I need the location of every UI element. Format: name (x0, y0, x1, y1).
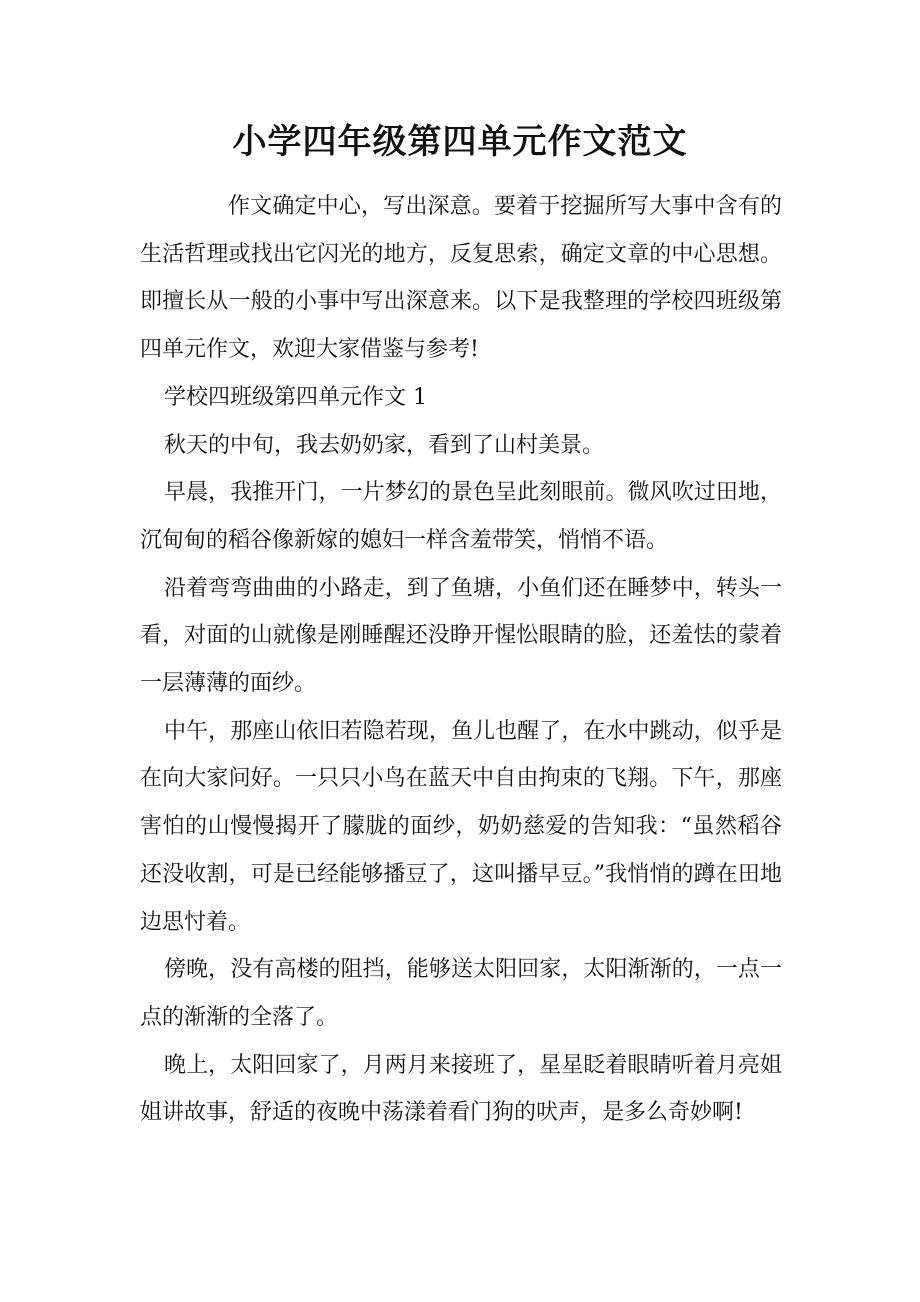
paragraph: 早晨，我推开门，一片梦幻的景色呈此刻眼前。微风吹过田地，沉甸甸的稻谷像新嫁的媳妇一样含羞带笑，悄悄不语。 (140, 480, 782, 553)
document-body (140, 183, 782, 1137)
paragraph: 傍晚，没有高楼的阻挡，能够送太阳回家，太阳渐渐的，一点一点的渐渐的全落了。 (140, 957, 782, 1030)
paragraph: 晚上，太阳回家了，月两月来接班了，星星眨着眼睛听着月亮姐姐讲故事，舒适的夜晚中荡漾着看门狗的吠声，是多么奇妙啊! (140, 1052, 782, 1126)
paragraph: 沿着弯弯曲曲的小路走，到了鱼塘，小鱼们还在睡梦中，转头一看，对面的山就像是刚睡醒还没睁开惺忪眼睛的脸，还羞怯的蒙着一层薄薄的面纱。 (140, 575, 782, 697)
paragraph: 秋天的中旬，我去奶奶家，看到了山村美景。 (164, 432, 605, 458)
paragraph: 中午，那座山依旧若隐若现，鱼儿也醒了，在水中跳动，似乎是在向大家问好。一只只小鸟在蓝天中自由拘束的飞翔。下午，那座害怕的山慢慢揭开了朦胧的面纱，奶奶慈爱的告知我：“虽然稻谷还没收割，可是已经能够播豆了，这叫播早豆。”我悄悄的蹲在田地边思忖着。 (140, 718, 782, 935)
document-title: 小学四年级第四单元作文范文 (232, 122, 688, 162)
section-heading: 学校四班级第四单元作文 1 (164, 384, 427, 410)
intro-paragraph: 作文确定中心，写出深意。要着于挖掘所写大事中含有的生活哲理或找出它闪光的地方，反复思索，确定文章的中心思想。即擅长从一般的小事中写出深意来。以下是我整理的学校四班级第四单元作文，欢迎大家借鉴与参考! (140, 194, 782, 363)
